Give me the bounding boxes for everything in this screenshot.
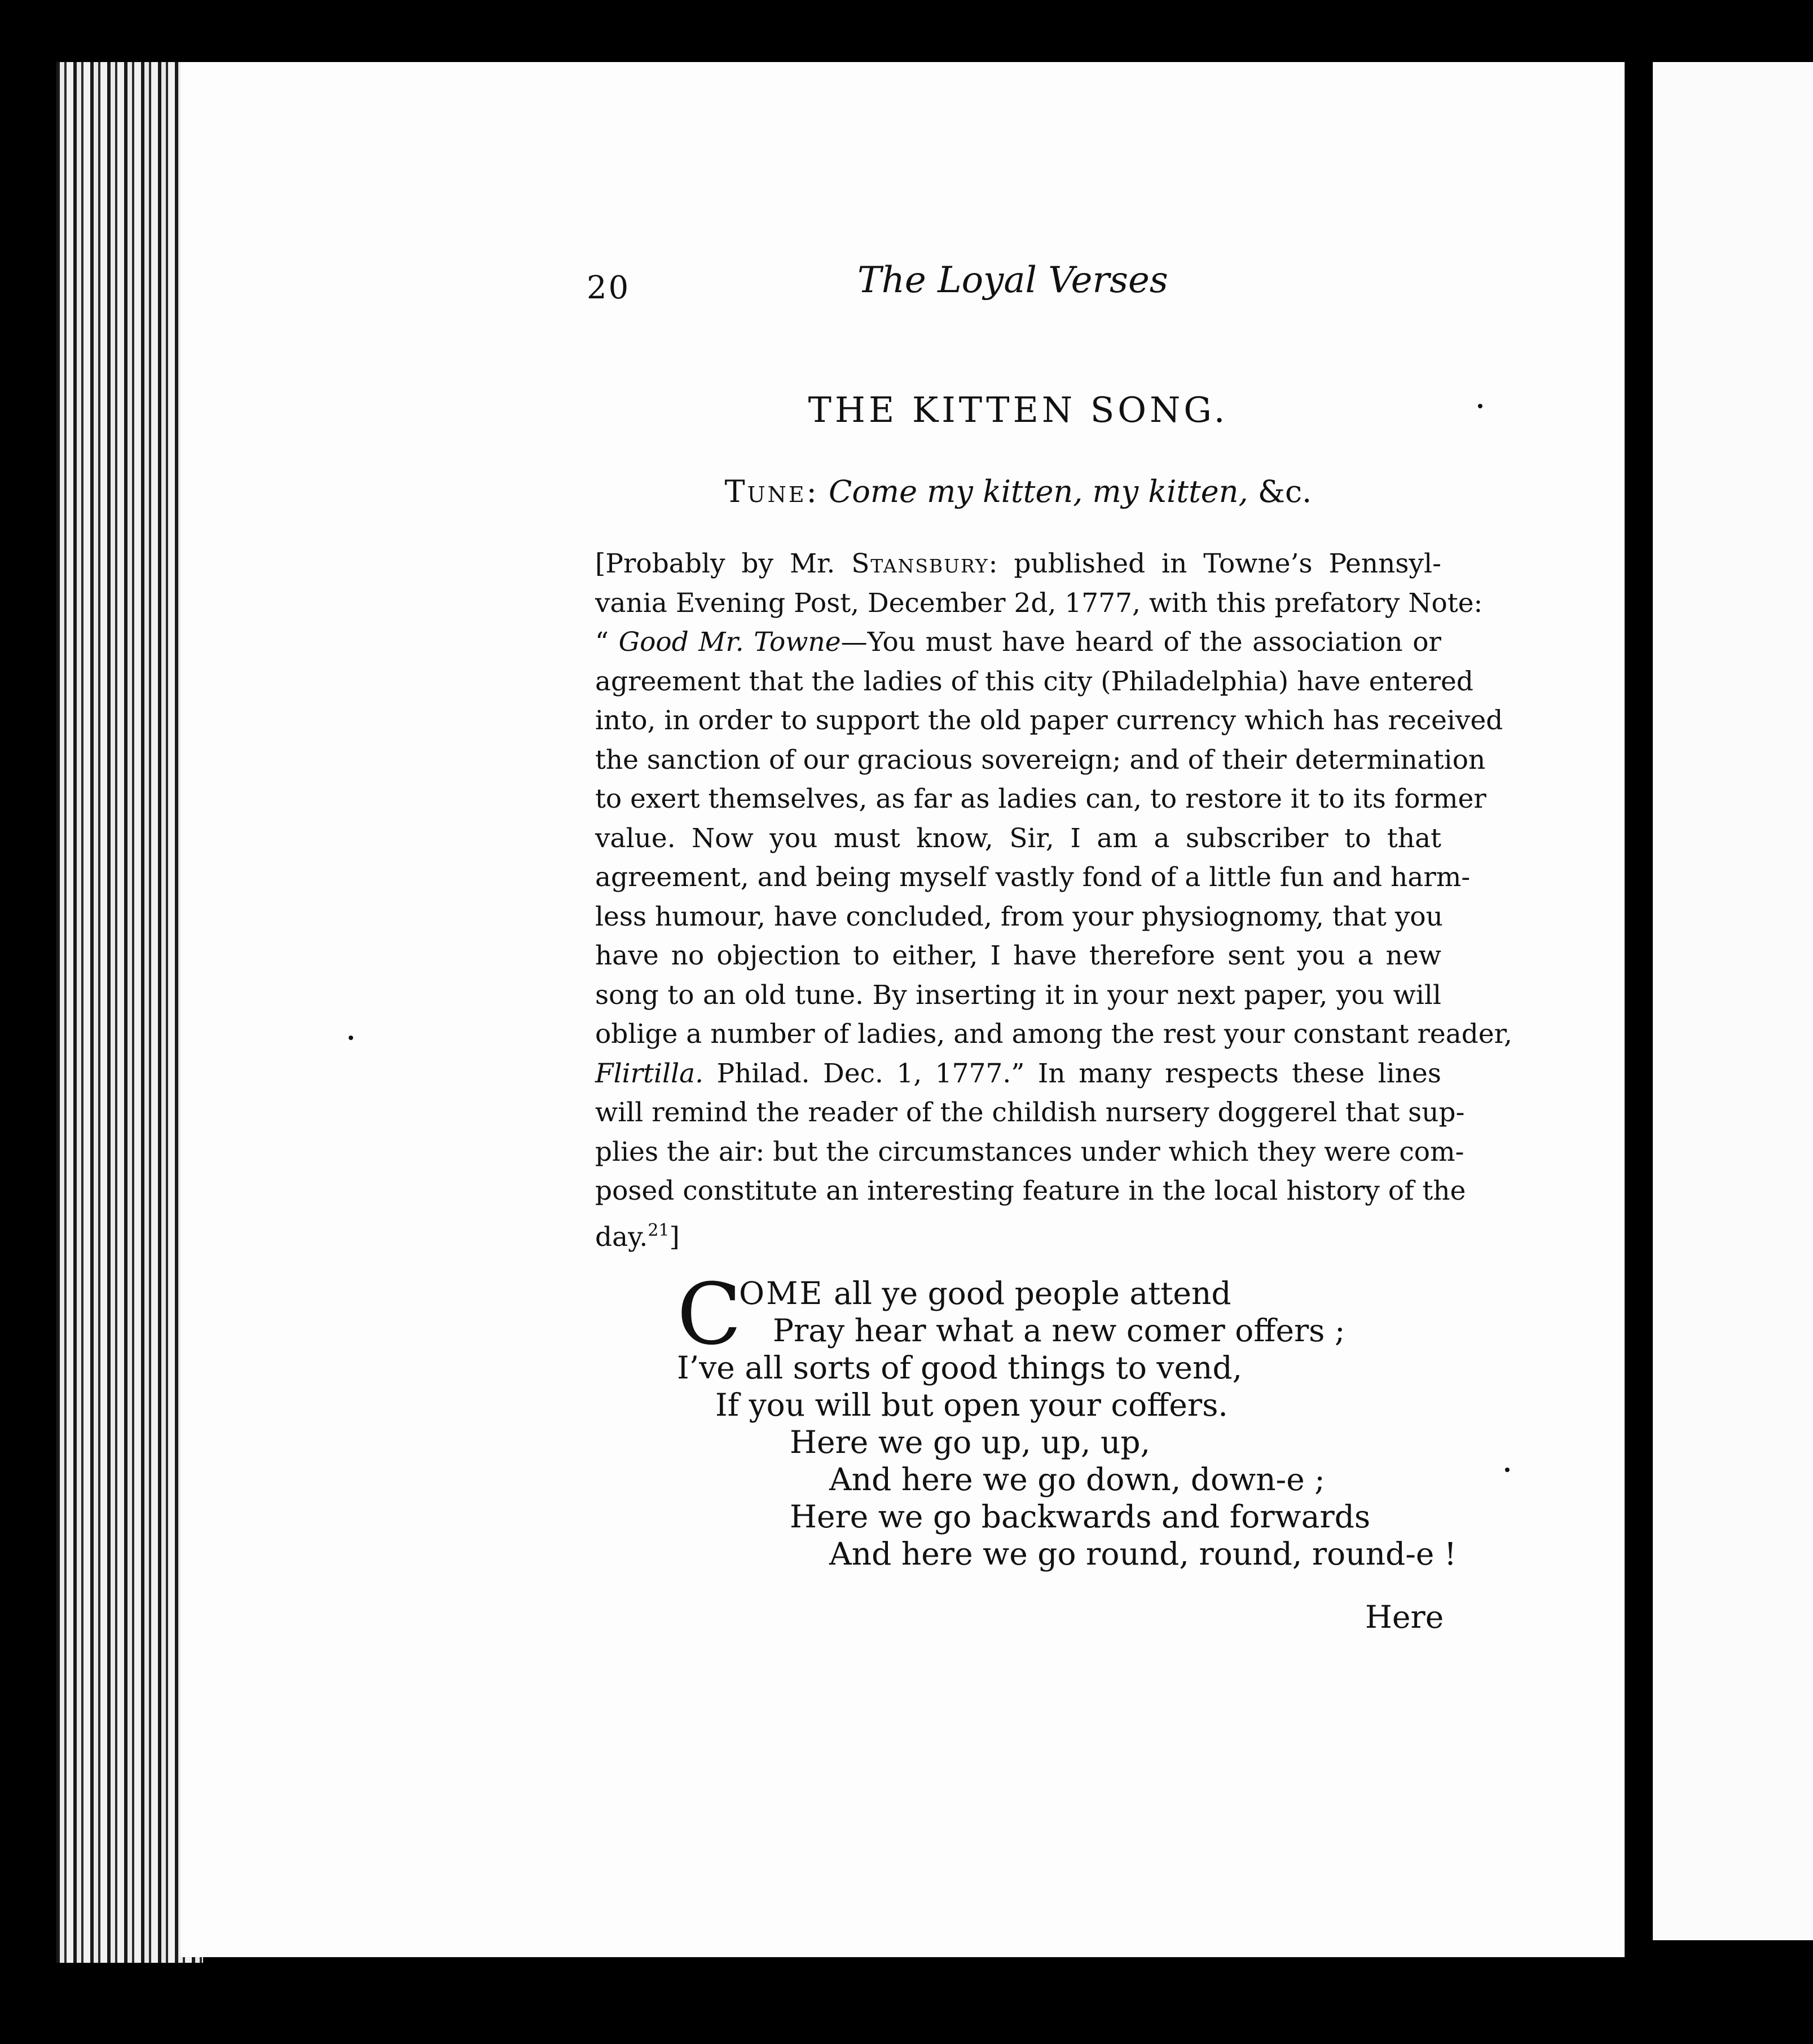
prefatory-note [595, 544, 1512, 1257]
verse-line: If you will but open your coffers. [715, 1387, 1228, 1423]
note-line: plies the air: but the circumstances under which they were com- [595, 1136, 1464, 1168]
note-line: to exert themselves, as far as ladies can, to restore it to its former [595, 783, 1486, 814]
note-line: vania Evening Post, December 2d, 1777, with this prefatory Note: [595, 587, 1483, 619]
catchword: Here [1365, 1599, 1444, 1635]
tune-line [587, 474, 1450, 509]
note-line: Flirtilla. Philad. Dec. 1, 1777.” In many respects these lines [595, 1058, 1441, 1089]
verse-line: Pray hear what a new comer offers ; [773, 1312, 1345, 1349]
running-head [587, 259, 1450, 321]
running-head-title: The Loyal Verses [857, 259, 1168, 301]
note-line: have no objection to either, I have therefore sent you a new [595, 940, 1441, 971]
verse-line: OME all ye good people attend [739, 1275, 1231, 1311]
note-line: value. Now you must know, Sir, I am a subscriber to that [595, 822, 1441, 854]
print-speck [1478, 404, 1482, 408]
verse-line: Here we go up, up, up, [790, 1424, 1151, 1460]
note-line: the sanction of our gracious sovereign; and of their determination [595, 744, 1486, 776]
note-line: agreement that the ladies of this city (Philadelphia) have entered [595, 666, 1473, 697]
verse-line: And here we go round, round, round-e ! [829, 1536, 1457, 1572]
print-speck [349, 1036, 353, 1040]
note-line: less humour, have concluded, from your physiognomy, that you [595, 901, 1443, 932]
note-last-line: day.$^{21}$] [595, 1220, 680, 1253]
note-line: agreement, and being myself vastly fond of a little fun and harm- [595, 862, 1471, 893]
note-line: [Probably by Mr. Stansbury: published in Towne’s Pennsyl- [595, 548, 1441, 579]
page-number: 20 [587, 270, 631, 306]
note-line: oblige a number of ladies, and among the rest your constant reader, [595, 1019, 1512, 1050]
note-line: song to an old tune. By inserting it in your next paper, you will [595, 979, 1441, 1011]
tune-suffix: &c. [1257, 474, 1312, 509]
tune-text: Come my kitten, my kitten, [829, 474, 1248, 509]
tune-label: Tune: [724, 474, 819, 509]
drop-cap: C [677, 1266, 742, 1364]
verse-line: Here we go backwards and forwards [790, 1499, 1371, 1535]
print-speck [1505, 1468, 1510, 1472]
verse-line: I’ve all sorts of good things to vend, [677, 1350, 1243, 1386]
note-line: will remind the reader of the childish nursery doggerel that sup- [595, 1097, 1465, 1128]
footnote-reference: 21 [648, 1220, 670, 1240]
note-line: into, in order to support the old paper currency which has received [595, 705, 1503, 736]
verse-line: And here we go down, down-e ; [829, 1461, 1325, 1497]
verse-stanza [677, 1266, 1467, 1572]
facing-page-edge [1653, 62, 1813, 1940]
note-line: posed constitute an interesting feature in the local history of the [595, 1175, 1466, 1206]
note-line: “ Good Mr. Towne—You must have heard of the association or [595, 627, 1441, 658]
song-title: THE KITTEN SONG. [808, 389, 1229, 430]
